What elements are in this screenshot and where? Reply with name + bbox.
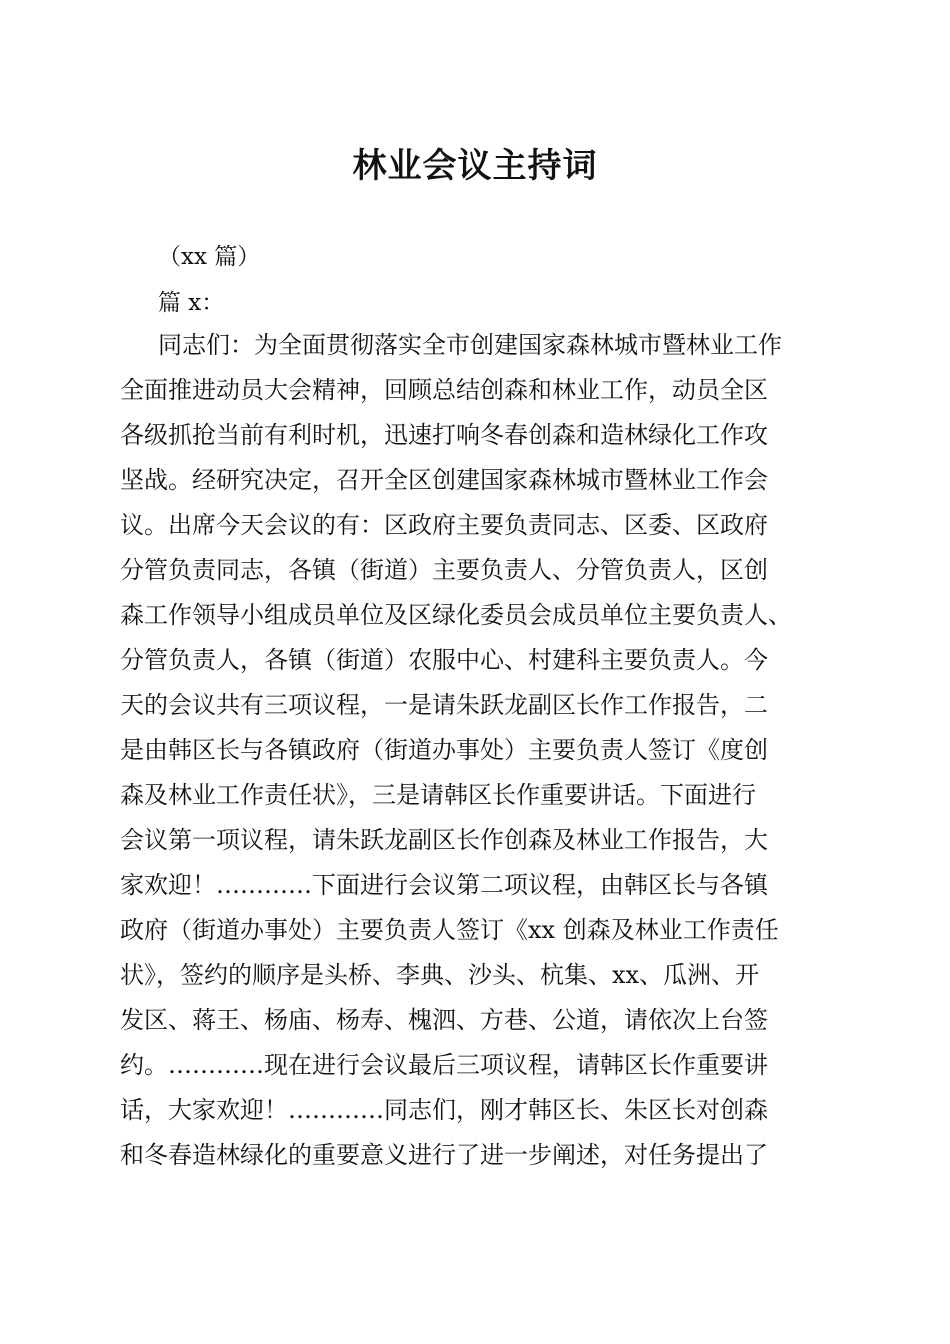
body-line: 坚战。经研究决定，召开全区创建国家森林城市暨林业工作会	[120, 466, 768, 494]
body-line: 森及林业工作责任状》，三是请韩区长作重要讲话。下面进行	[120, 781, 756, 809]
body-line: 状》，签约的顺序是头桥、李典、沙头、杭集、xx、瓜洲、开	[120, 961, 760, 989]
body-line: 和冬春造林绿化的重要意义进行了进一步阐述，对任务提出了	[120, 1141, 768, 1169]
body-line: 全面推进动员大会精神，回顾总结创森和林业工作，动员全区	[120, 376, 768, 404]
body-line: 约。…………现在进行会议最后三项议程，请韩区长作重要讲	[120, 1051, 768, 1079]
body-line: 发区、蒋王、杨庙、杨寿、槐泗、方巷、公道，请依次上台签	[120, 1006, 768, 1034]
body-line: 森工作领导小组成员单位及区绿化委员会成员单位主要负责人、	[120, 601, 792, 629]
body-line: 家欢迎！…………下面进行会议第二项议程，由韩区长与各镇	[120, 871, 768, 899]
body-line: 分管负责人，各镇（街道）农服中心、村建科主要负责人。今	[120, 646, 768, 674]
body-line: 是由韩区长与各镇政府（街道办事处）主要负责人签订《度创	[120, 736, 768, 764]
section-label: 篇 x：	[158, 290, 225, 316]
body-line: 天的会议共有三项议程，一是请朱跃龙副区长作工作报告，二	[120, 691, 768, 719]
document-body	[120, 323, 830, 1178]
body-line: 议。出席今天会议的有：区政府主要负责同志、区委、区政府	[120, 511, 768, 539]
body-line: 话，大家欢迎！…………同志们，刚才韩区长、朱区长对创森	[120, 1096, 768, 1124]
body-line: 会议第一项议程，请朱跃龙副区长作创森及林业工作报告，大	[120, 826, 768, 854]
body-line: 同志们：为全面贯彻落实全市创建国家森林城市暨林业工作	[158, 331, 782, 359]
document-title: 林业会议主持词	[352, 146, 598, 186]
body-line: 各级抓抢当前有利时机，迅速打响冬春创森和造林绿化工作攻	[120, 421, 768, 449]
body-line: 政府（街道办事处）主要负责人签订《xx 创森及林业工作责任	[120, 916, 779, 944]
document-subtitle: （xx 篇）	[158, 244, 261, 270]
body-line: 分管负责同志，各镇（街道）主要负责人、分管负责人，区创	[120, 556, 768, 584]
